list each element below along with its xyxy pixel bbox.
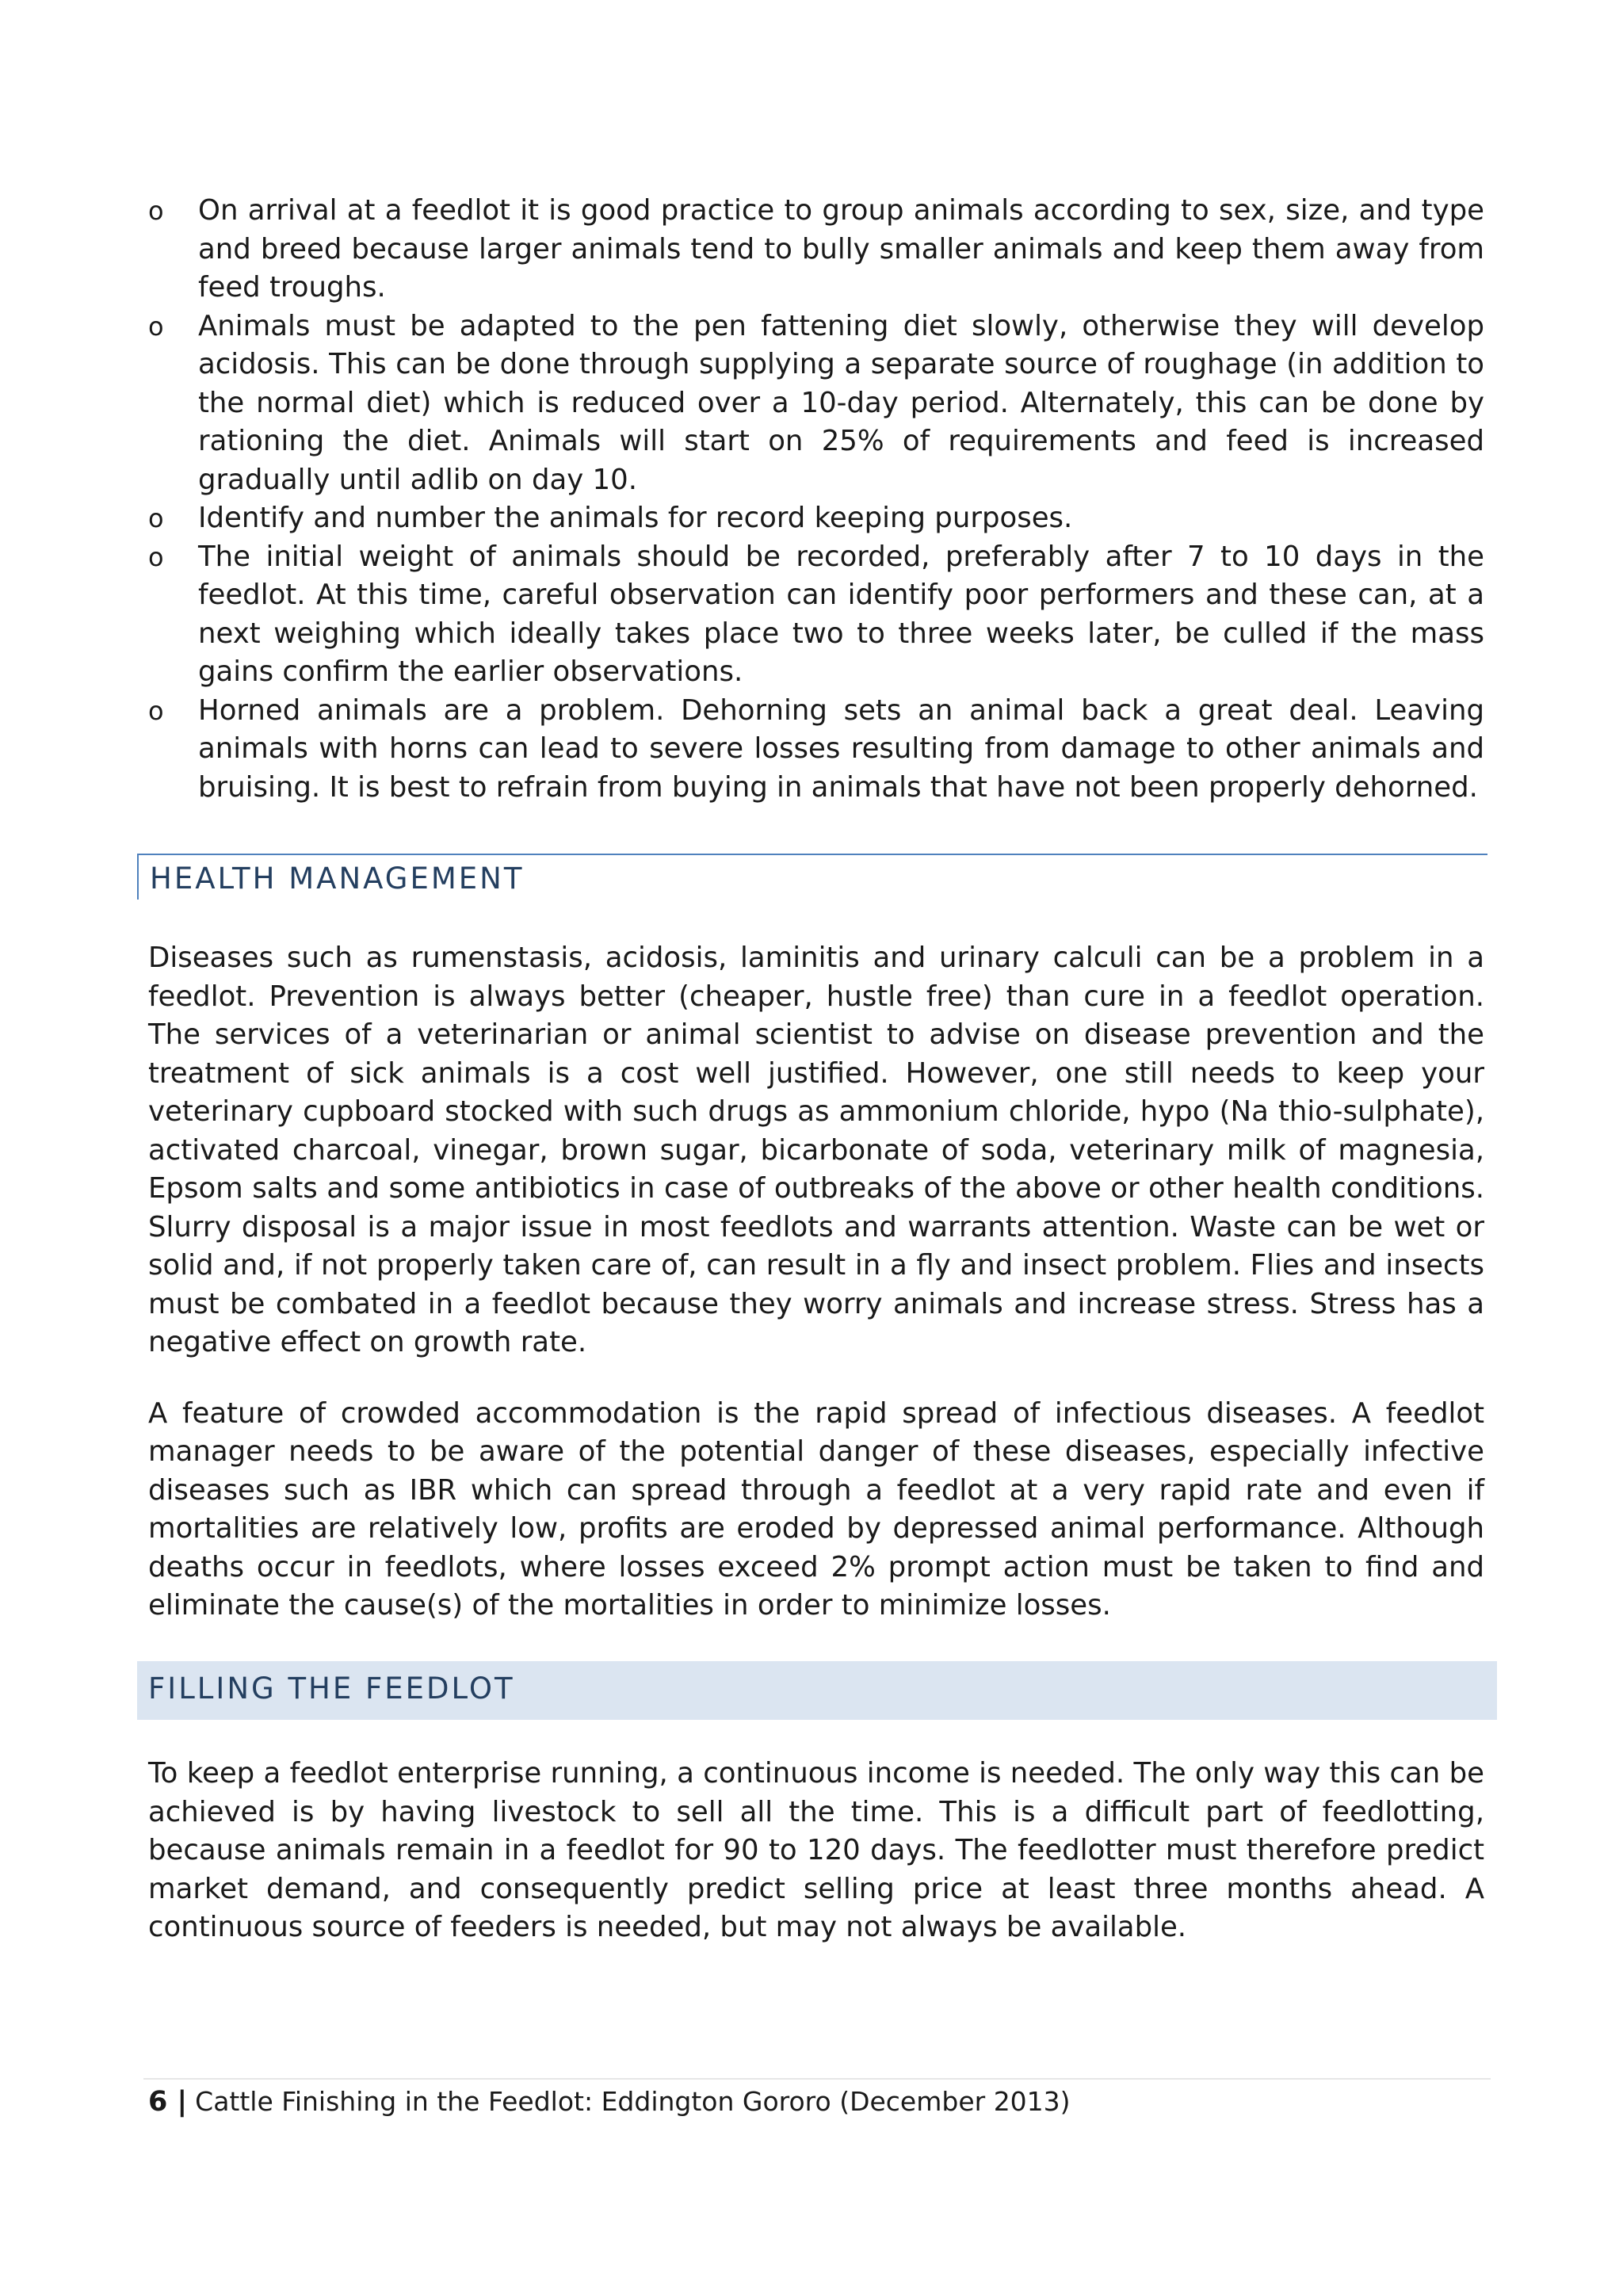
footer-divider bbox=[143, 2078, 1491, 2080]
bullet-marker-icon: o bbox=[148, 196, 164, 226]
bullet-list bbox=[148, 192, 1484, 807]
bullet-text: Horned animals are a problem. Dehorning sets an animal back a great deal. Leaving animals with horns can lead to severe losses resulting from damage to other animals and bruising. It is best to refrain from buying in animals that have not been properly dehorned. bbox=[198, 693, 1484, 804]
bullet-text: Animals must be adapted to the pen fattening diet slowly, otherwise they will develop acidosis. This can be done through supplying a separate source of roughage (in addition to the normal diet) which is reduced over a 10-day period. Alternately, this can be done by rationing the diet. Animals will start on 25% of requirements and feed is increased gradually until adlib on day 10. bbox=[198, 309, 1484, 496]
health-management-body bbox=[148, 939, 1484, 1626]
health-management-heading bbox=[137, 854, 1487, 900]
bullet-text: Identify and number the animals for record keeping purposes. bbox=[198, 502, 1073, 534]
section-title: FILLING THE FEEDLOT bbox=[148, 1671, 515, 1706]
section-title: HEALTH MANAGEMENT bbox=[150, 861, 525, 896]
page-number: 6 bbox=[148, 2086, 168, 2118]
bullet-item-identification bbox=[148, 499, 1484, 538]
filling-the-feedlot-heading bbox=[137, 1661, 1497, 1720]
bullet-marker-icon: o bbox=[148, 503, 164, 533]
bullet-item-initial-weight bbox=[148, 538, 1484, 692]
footer-separator: | bbox=[177, 2086, 188, 2118]
bullet-item-diet-adaptation bbox=[148, 308, 1484, 500]
filling-the-feedlot-body bbox=[148, 1755, 1484, 1947]
page-footer bbox=[148, 2084, 1071, 2119]
bullet-text: The initial weight of animals should be recorded, preferably after 7 to 10 days in the feedlot. At this time, careful observation can identify poor performers and these can, at a next weighing which ideally takes place two to three weeks later, be culled if the mass gains confirm the earlier observations. bbox=[198, 540, 1484, 688]
footer-text: Cattle Finishing in the Feedlot: Eddington Gororo (December 2013) bbox=[195, 2086, 1071, 2117]
bullet-marker-icon: o bbox=[148, 541, 164, 572]
body-paragraph: Diseases such as rumenstasis, acidosis, laminitis and urinary calculi can be a problem in a feedlot. Prevention is always better (cheaper, hustle free) than cure in a feedlot operation. The services of a veterinarian or animal scientist to advise on disease prevention and the treatment of sick animals is a cost well justified. However, one still needs to keep your veterinary cupboard stocked with such drugs as ammonium chloride, hypo (Na thio-sulphate), activated charcoal, vinegar, brown sugar, bicarbonate of soda, veterinary milk of magnesia, Epsom salts and some antibiotics in case of outbreaks of the above or other health conditions. Slurry disposal is a major issue in most feedlots and warrants attention. Waste can be wet or solid and, if not properly taken care of, can result in a fly and insect problem. Flies and insects must be combated in a feedlot because they worry animals and increase stress. Stress has a negative effect on growth rate. bbox=[148, 942, 1484, 1358]
bullet-text: On arrival at a feedlot it is good practice to group animals according to sex, size, and type and breed because larger animals tend to bully smaller animals and keep them away from feed troughs. bbox=[198, 194, 1484, 304]
body-paragraph: A feature of crowded accommodation is the rapid spread of infectious diseases. A feedlot manager needs to be aware of the potential danger of these diseases, especially infective diseases such as IBR which can spread through a feedlot at a very rapid rate and even if mortalities are relatively low, profits are eroded by depressed animal performance. Although deaths occur in feedlots, where losses exceed 2% prompt action must be taken to find and eliminate the cause(s) of the mortalities in order to minimize losses. bbox=[148, 1396, 1484, 1622]
bullet-marker-icon: o bbox=[148, 695, 164, 726]
bullet-item-horned-animals bbox=[148, 692, 1484, 808]
bullet-marker-icon: o bbox=[148, 311, 164, 342]
bullet-item-grouping bbox=[148, 192, 1484, 308]
body-paragraph: To keep a feedlot enterprise running, a continuous income is needed. The only way this can be achieved is by having livestock to sell all the time. This is a difficult part of feedlotting, because animals remain in a feedlot for 90 to 120 days. The feedlotter must therefore predict market demand, and consequently predict selling price at least three months ahead. A continuous source of feeders is needed, but may not always be available. bbox=[148, 1757, 1484, 1943]
bullet-section bbox=[148, 192, 1484, 807]
